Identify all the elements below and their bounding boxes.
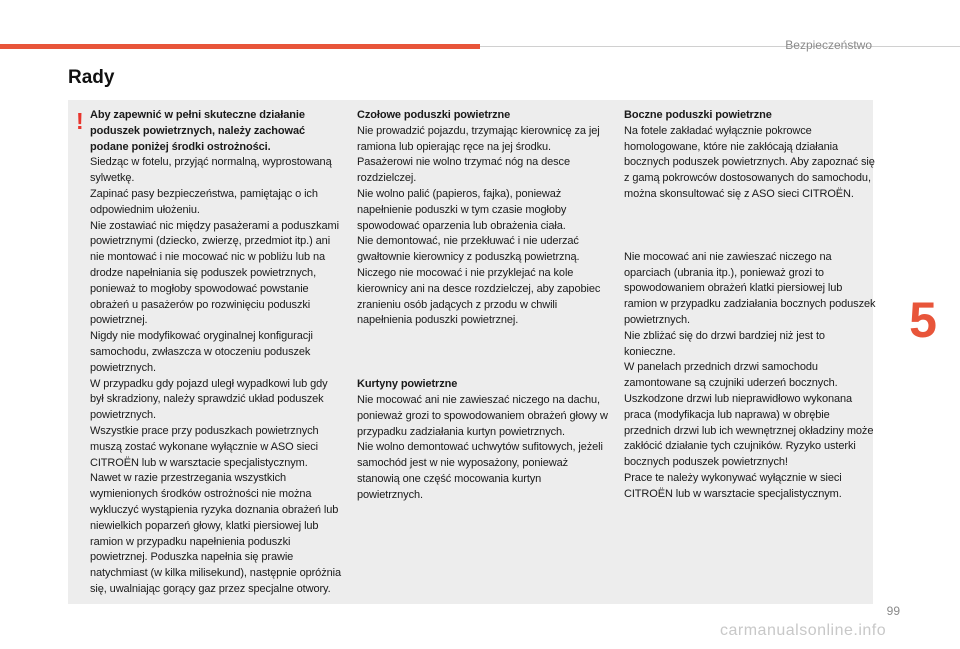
paragraph: Nie zostawiać nic między pasażerami a poduszkami powietrznymi (dziecko, zwierzę, przedmiot itp.) ani nie montować i nie mocować nic w pobliżu lub na drodze napełniania się poduszek powietrznych, ponieważ to mogłoby spowodować powstanie obrażeń u pasażerów po rozwinięciu poduszki powietrznej.: [90, 219, 339, 327]
paragraph: Pasażerowi nie wolno trzymać nóg na desce rozdzielczej.: [357, 156, 570, 185]
warning-icon: !: [76, 108, 84, 134]
paragraph: Wszystkie prace przy poduszkach powietrznych muszą zostać wykonane wyłącznie w ASO sieci CITROËN lub w warsztacie specjalistycznym.: [90, 424, 319, 469]
page-title: Rady: [68, 67, 115, 88]
section-header: Bezpieczeństwo: [785, 38, 872, 52]
paragraph: Zapinać pasy bezpieczeństwa, pamiętając o ich odpowiednim ułożeniu.: [90, 187, 318, 216]
paragraph: Nie zbliżać się do drzwi bardziej niż jest to konieczne.: [624, 329, 825, 358]
front-airbags-heading: Czołowe poduszki powietrzne: [357, 109, 511, 121]
top-divider: [480, 46, 960, 47]
paragraph: Nie mocować ani nie zawieszać niczego na dachu, ponieważ grozi to spowodowaniem obrażeń głowy w przypadku zadziałania kurtyn powietrznych.: [357, 393, 608, 438]
paragraph: Nigdy nie modyfikować oryginalnej konfiguracji samochodu, zwłaszcza w otoczeniu poduszek powietrznych.: [90, 330, 313, 374]
curtain-airbags-heading: Kurtyny powietrzne: [357, 378, 458, 391]
paragraph: Nie prowadzić pojazdu, trzymając kierownicę za jej ramiona lub opierając ręce na jej środku.: [357, 124, 600, 153]
paragraph: Siedząc w fotelu, przyjąć normalną, wyprostowaną sylwetkę.: [90, 156, 332, 185]
side-airbags-heading: Boczne poduszki powietrzne: [624, 109, 772, 121]
paragraph: W przypadku gdy pojazd uległ wypadkowi lub gdy był skradziony, należy sprawdzić układ poduszek powietrznych.: [90, 377, 328, 422]
paragraph: W panelach przednich drzwi samochodu zamontowane są czujniki uderzeń bocznych.: [624, 361, 838, 390]
paragraph: Nie mocować ani nie zawieszać niczego na oparciach (ubrania itp.), ponieważ grozi to spowodowaniem obrażeń klatki piersiowej lub ramion w przypadku zadziałania bocznych poduszek powietrznych.: [624, 250, 876, 326]
watermark: carmanualsonline.info: [720, 622, 887, 639]
paragraph: Nawet w razie przestrzegania wszystkich wymienionych środków ostrożności nie można wykluczyć wystąpienia ryzyka doznania obrażeń lub niewielkich poparzeń głowy, klatki piersiowej lub ramion w przypadku napełnienia poduszki powietrznej. Poduszka napełnia się prawie natychmiast (w kilka milisekund), następnie opróżnia się, uwalniając gorący gaz przez specjalne otwory.: [90, 472, 341, 595]
paragraph: Na fotele zakładać wyłącznie pokrowce homologowane, które nie zakłócają działania bocznych poduszek powietrznych. Aby zapoznać się z gamą pokrowców dostosowanych do samochodu, można skonsultować się z ASO sieci CITROËN.: [624, 124, 875, 200]
paragraph: Nie wolno palić (papieros, fajka), ponieważ napełnienie poduszki w tym czasie mogłoby spowodować oparzenia lub obrażenia ciała.: [357, 187, 567, 232]
front-and-curtain-airbags-column: [357, 108, 609, 504]
paragraph: Niczego nie mocować i nie przyklejać na kole kierownicy ani na desce rozdzielczej, aby zapobiec zranieniu osób jadących z przodu w chwili napełnienia poduszki powietrznej.: [357, 266, 601, 327]
paragraph: Uszkodzone drzwi lub nieprawidłowo wykonana praca (modyfikacja lub naprawa) w obrębie przednich drzwi lub ich wewnętrznej okładziny może zakłócić działanie tych czujników. Ryzyko usterki bocznych poduszek powietrznych!: [624, 392, 874, 469]
general-precautions-heading: Aby zapewnić w pełni skuteczne działanie poduszek powietrznych, należy zachować podane poniżej środki ostrożności.: [90, 109, 306, 153]
paragraph: Prace te należy wykonywać wyłącznie w sieci CITROËN lub w warsztacie specjalistycznym.: [624, 471, 842, 500]
general-precautions-column: [90, 108, 342, 598]
page-number: 99: [886, 604, 900, 618]
chapter-number-tab: 5: [886, 280, 960, 360]
paragraph: Nie wolno demontować uchwytów sufitowych, jeżeli samochód jest w nie wyposażony, ponieważ stanowią one część mocowania kurtyn powietrznych.: [357, 441, 603, 501]
side-airbags-column: [624, 108, 876, 503]
top-accent-bar: [0, 44, 480, 49]
paragraph: Nie demontować, nie przekłuwać i nie uderzać gwałtownie kierownicy z poduszką powietrzną.: [357, 235, 580, 264]
